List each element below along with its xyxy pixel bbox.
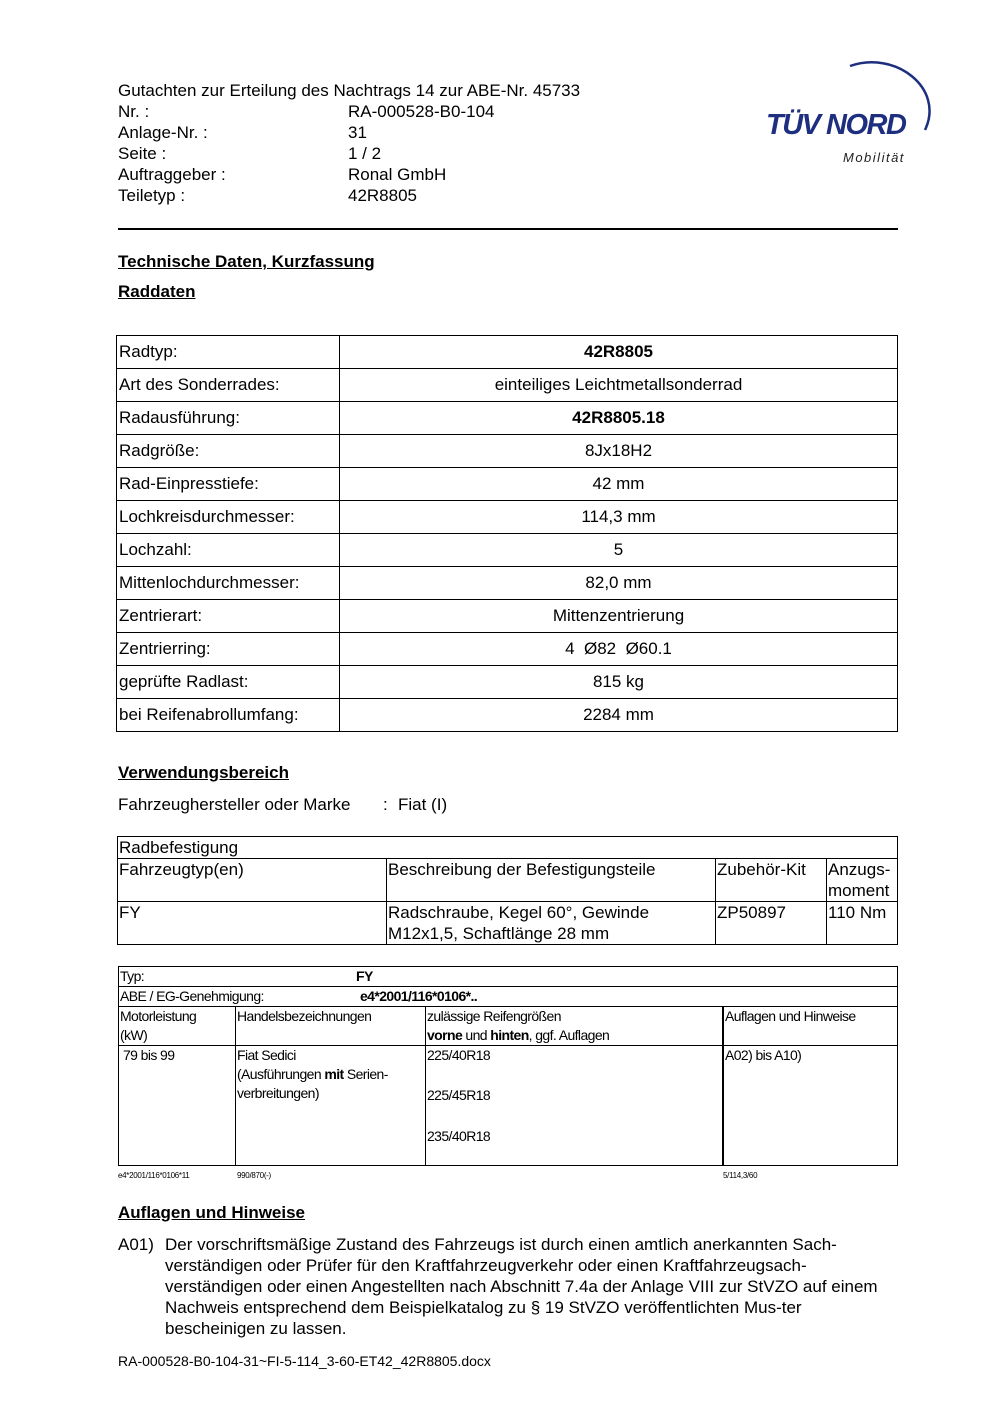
tire-size: 225/40R18	[427, 1047, 491, 1063]
handel-line1: Fiat Sedici	[237, 1047, 296, 1063]
abe-value: e4*2001/116*0106*..	[360, 988, 478, 1004]
befestigung-beschreibung-line1: Radschraube, Kegel 60°, Gewinde	[388, 903, 650, 922]
raddaten-label: bei Reifenabrollumfang:	[117, 699, 340, 732]
table-row	[119, 1046, 898, 1166]
raddaten-value: 2284 mm	[340, 699, 898, 732]
table-row	[117, 369, 898, 402]
col-header-anzugsmoment	[827, 859, 898, 902]
raddaten-value: 42R8805.18	[340, 402, 898, 435]
handel-line2a: (Ausführungen	[237, 1066, 325, 1082]
col-header-reifen-line1: zulässige Reifengrößen	[427, 1008, 561, 1024]
table-row	[117, 534, 898, 567]
befestigung-kit: ZP50897	[716, 902, 827, 945]
hersteller-separator: :	[383, 795, 388, 814]
befestigung-moment: 110 Nm	[827, 902, 898, 945]
logo-subtitle: Mobilität	[843, 150, 905, 165]
col-header-reifengroessen	[426, 1007, 724, 1046]
raddaten-value: 5	[340, 534, 898, 567]
raddaten-value: einteiliges Leichtmetallsonderrad	[340, 369, 898, 402]
raddaten-label: Lochzahl:	[117, 534, 340, 567]
table-row	[117, 402, 898, 435]
section-raddaten: Raddaten	[118, 282, 196, 301]
raddaten-label: Mittenlochdurchmesser:	[117, 567, 340, 600]
header-label-seite: Seite :	[118, 144, 167, 163]
auflage-code: A01)	[118, 1235, 154, 1254]
header-label-anlage: Anlage-Nr. :	[118, 123, 208, 142]
raddaten-value: 42R8805	[340, 336, 898, 369]
header-divider	[118, 228, 898, 230]
tire-size: 225/45R18	[427, 1087, 491, 1103]
raddaten-label: Radausführung:	[117, 402, 340, 435]
raddaten-value: Mittenzentrierung	[340, 600, 898, 633]
table-row	[119, 967, 898, 987]
reifen-vorne: vorne	[427, 1027, 463, 1043]
col-header-reifen-line2	[427, 1026, 721, 1045]
table-row	[117, 336, 898, 369]
reifen-rest: , ggf. Auflagen	[528, 1027, 610, 1043]
auflage-text: Der vorschriftsmäßige Zustand des Fahrzeugs ist durch einen amtlich anerkannten Sach-verständigen oder Prüfer für den Kraftfahrzeugverkehr oder einen Kraftfahrzeugsach-verständigen oder einen Angestellten nach Abschnitt 7.4a der Anlage VIII zur StVZO auf einem Nachweis entsprechend dem Beispielkatalog zu § 19 StVZO veröffentlichten Mus-ter bescheinigen zu lassen.	[165, 1235, 878, 1338]
footnote-genehmigung: e4*2001/116*0106*11	[118, 1171, 190, 1180]
table-row	[117, 501, 898, 534]
header-label-auftraggeber: Auftraggeber :	[118, 165, 226, 184]
hersteller-label: Fahrzeughersteller oder Marke	[118, 795, 351, 814]
radbefestigung-title: Radbefestigung	[118, 837, 898, 859]
raddaten-label: Zentrierring:	[117, 633, 340, 666]
raddaten-value: 8Jx18H2	[340, 435, 898, 468]
raddaten-table	[116, 335, 898, 732]
raddaten-label: Radtyp:	[117, 336, 340, 369]
col-header-beschreibung: Beschreibung der Befestigungsteile	[387, 859, 716, 902]
table-row	[118, 902, 898, 945]
raddaten-label: Lochkreisdurchmesser:	[117, 501, 340, 534]
table-row	[117, 633, 898, 666]
befestigung-beschreibung	[387, 902, 716, 945]
raddaten-value: 4 Ø82 Ø60.1	[340, 633, 898, 666]
col-header-anzugsmoment-line1: Anzugs-	[828, 860, 891, 879]
raddaten-value: 82,0 mm	[340, 567, 898, 600]
befestigung-beschreibung-line2: M12x1,5, Schaftlänge 28 mm	[388, 924, 610, 943]
section-technische-daten: Technische Daten, Kurzfassung	[118, 252, 375, 271]
header-value-anlage: 31	[348, 123, 367, 142]
table-row	[117, 699, 898, 732]
tire-size: 235/40R18	[427, 1128, 491, 1144]
header-value-auftraggeber: Ronal GmbH	[348, 165, 447, 184]
typ-label: Typ:	[120, 968, 145, 984]
footnote-masse: 990/870(-)	[237, 1171, 271, 1180]
reifen-und: und	[462, 1027, 491, 1043]
table-row	[117, 468, 898, 501]
handelsbezeichnung-cell	[236, 1046, 426, 1166]
table-row	[117, 666, 898, 699]
raddaten-label: Rad-Einpresstiefe:	[117, 468, 340, 501]
col-header-zubehoer: Zubehör-Kit	[716, 859, 827, 902]
auflagen-value: A02) bis A10)	[723, 1046, 898, 1166]
document-title: Gutachten zur Erteilung des Nachtrags 14 zur ABE-Nr. 45733	[118, 81, 581, 100]
raddaten-value: 114,3 mm	[340, 501, 898, 534]
col-header-auflagen: Auflagen und Hinweise	[723, 1007, 898, 1046]
col-header-motorleistung	[119, 1007, 236, 1046]
hersteller-value: Fiat (I)	[398, 795, 448, 814]
header-value-teiletyp: 42R8805	[348, 186, 418, 205]
raddaten-label: Art des Sonderrades:	[117, 369, 340, 402]
motorleistung-value: 79 bis 99	[119, 1046, 236, 1166]
typ-row	[119, 967, 898, 987]
handel-line3: verbreitungen)	[237, 1085, 319, 1101]
table-row	[117, 600, 898, 633]
table-row	[119, 987, 898, 1007]
raddaten-label: Radgröße:	[117, 435, 340, 468]
section-verwendungsbereich: Verwendungsbereich	[118, 763, 289, 782]
col-header-handelsbezeichnungen: Handelsbezeichnungen	[236, 1007, 426, 1046]
section-auflagen-hinweise: Auflagen und Hinweise	[118, 1203, 306, 1222]
raddaten-value: 815 kg	[340, 666, 898, 699]
reifen-hinten: hinten	[490, 1027, 529, 1043]
handel-line2	[237, 1065, 424, 1084]
table-row	[119, 1007, 898, 1046]
typ-value: FY	[356, 968, 373, 984]
reifen-cell	[426, 1046, 724, 1166]
col-header-anzugsmoment-line2: moment	[828, 881, 890, 900]
raddaten-label: Zentrierart:	[117, 600, 340, 633]
fahrzeugtyp-table	[118, 966, 898, 1166]
table-row	[118, 837, 898, 859]
document-footer: RA-000528-B0-104-31~FI-5-114_3-60-ET42_42R8805.docx	[118, 1353, 491, 1369]
raddaten-value: 42 mm	[340, 468, 898, 501]
abe-row	[119, 987, 898, 1007]
col-header-motorleistung-line2: (kW)	[120, 1027, 148, 1043]
col-header-fahrzeugtyp: Fahrzeugtyp(en)	[118, 859, 387, 902]
table-row	[117, 567, 898, 600]
header-label-teiletyp: Teiletyp :	[118, 186, 186, 205]
footnote-lochkreis: 5/114,3/60	[723, 1171, 758, 1180]
befestigung-typ: FY	[118, 902, 387, 945]
header-value-nr: RA-000528-B0-104	[348, 102, 495, 121]
col-header-motorleistung-line1: Motorleistung	[120, 1008, 197, 1024]
tuv-nord-logo: TÜV NORD	[766, 109, 906, 141]
header-label-nr: Nr. :	[118, 102, 150, 121]
radbefestigung-table	[117, 836, 898, 945]
handel-line2b: mit	[324, 1066, 344, 1082]
raddaten-label: geprüfte Radlast:	[117, 666, 340, 699]
abe-label: ABE / EG-Genehmigung:	[120, 988, 264, 1004]
header-value-seite: 1 / 2	[348, 144, 382, 163]
table-row	[117, 435, 898, 468]
handel-line2c: Serien-	[343, 1066, 388, 1082]
table-row	[118, 859, 898, 902]
